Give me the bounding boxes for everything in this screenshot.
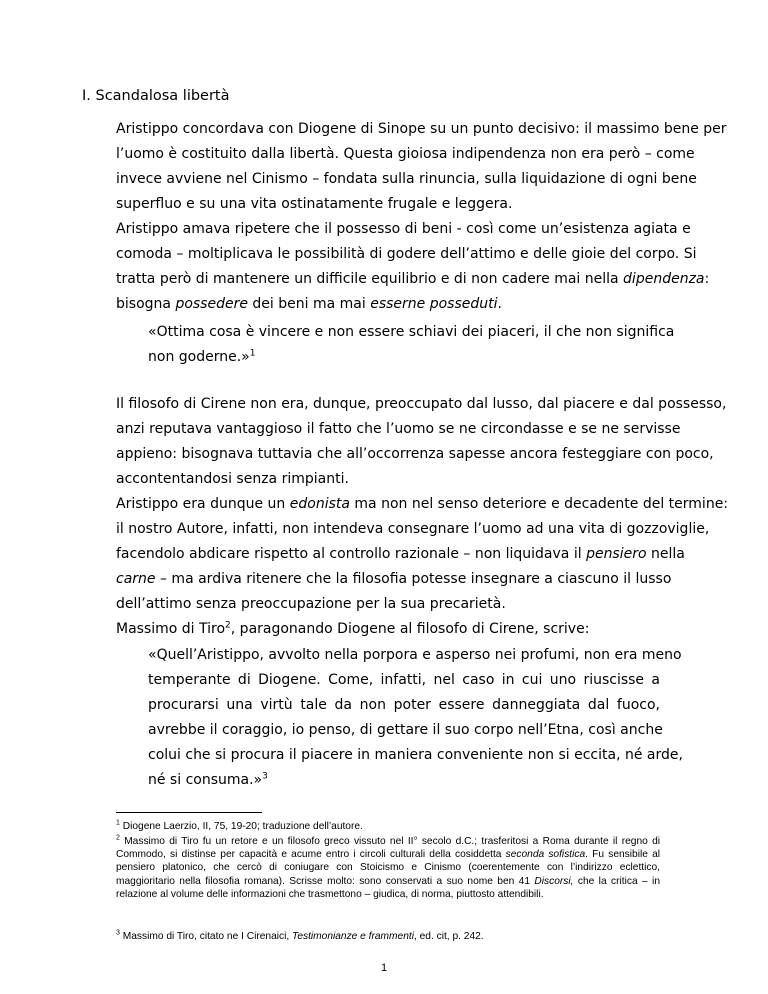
section-heading: I. Scandalosa libertà [82, 88, 230, 104]
text-line: né si consuma.»$^3$ [148, 771, 268, 788]
text-line: invece avviene nel Cinismo – fondata sulla rinuncia, sulla liquidazione di ogni bene [116, 171, 697, 187]
text-line: procurarsi una virtù tale da non poter essere danneggiata dal fuoco, [148, 697, 660, 713]
text-line: temperante di Diogene. Come, infatti, nel caso in cui uno riuscisse a [148, 672, 660, 688]
text-line: facendolo abdicare rispetto al controllo razionale – non liquidava il pensiero nella [116, 546, 685, 562]
text-line: appieno: bisognava tuttavia che all’occorrenza sapesse ancora festeggiare con poco, [116, 446, 714, 462]
text-line: accontentandosi senza rimpianti. [116, 471, 349, 487]
block-quote-2 [148, 643, 683, 793]
text-line: il nostro Autore, infatti, non intendeva consegnare l’uomo ad una vita di gozzoviglie, [116, 521, 710, 537]
text-line: avrebbe il coraggio, io penso, di gettare il suo corpo nell’Etna, così anche [148, 722, 663, 738]
text-line: Aristippo concordava con Diogene di Sinope su un punto decisivo: il massimo bene per [116, 121, 727, 137]
footnote-2: $^2$ Massimo di Tiro fu un retore e un filosofo greco vissuto nel II° secolo d.C.; trasferitosi a Roma durante il regno di Commodo, si distinse per capacità e acume entro i circoli culturali della cosiddetta seconda sofistica. Fu sensibile al pensiero platonico, che cercò di coniugare con Stoicismo e Cinismo (coerentemente con l’indirizzo eclettico, maggioritario nella filosofia romana). Scrisse molto: sono conservati a suo nome ben 41 Discorsi, che la critica – in relazione al volume delle informazioni che trasmettono – giudica, di norma, piuttosto attendibili. [116, 834, 661, 900]
footnote-ref[interactable]: 3 [262, 771, 268, 782]
paragraph-4 [116, 492, 729, 642]
paragraph-1 [116, 117, 727, 217]
footnote-3: $^3$ Massimo di Tiro, citato ne I Cirenaici, Testimonianze e frammenti, ed. cit, p. 242. [116, 929, 484, 942]
text-line: Aristippo era dunque un edonista ma non nel senso deteriore e decadente del termine: [116, 496, 729, 512]
text-line: dell’attimo senza preoccupazione per la sua precarietà. [116, 596, 506, 612]
text-line: colui che si procura il piacere in maniera conveniente non si eccita, né arde, [148, 747, 683, 763]
text-line: comoda – moltiplicava le possibilità di godere dell’attimo e delle gioie del corpo. Si [116, 246, 697, 262]
italic-term: esserne posseduti [370, 296, 498, 312]
text-line: Il filosofo di Cirene non era, dunque, preoccupato dal lusso, dal piacere e dal possesso, [116, 396, 727, 412]
text-line: bisogna possedere dei beni ma mai esserne posseduti. [116, 296, 502, 312]
text-line: Massimo di Tiro$^2$, paragonando Diogene al filosofo di Cirene, scrive: [116, 620, 590, 637]
footnote-divider [116, 812, 262, 813]
text-line: non goderne.»$^1$ [148, 348, 256, 365]
text-line: anzi reputava vantaggioso il fatto che l’uomo se ne circondasse e se ne servisse [116, 421, 681, 437]
text-line: tratta però di mantenere un difficile equilibrio e di non cadere mai nella dipendenza: [116, 271, 710, 287]
text-line: carne – ma ardiva ritenere che la filosofia potesse insegnare a ciascuno il lusso [116, 571, 672, 587]
page-number: 1 [380, 962, 388, 974]
footnote-ref[interactable]: 1 [249, 348, 256, 359]
footnote-1: $^1$ Diogene Laerzio, II, 75, 19-20; traduzione dell’autore. [116, 819, 363, 832]
italic-term: carne [116, 571, 156, 587]
text-line: l’uomo è costituito dalla libertà. Questa gioiosa indipendenza non era però – come [116, 146, 695, 162]
paragraph-3 [116, 392, 727, 492]
italic-term: dipendenza [623, 271, 705, 287]
block-quote-1 [148, 320, 675, 370]
paragraph-2 [116, 217, 710, 317]
text-line: superfluo e su una vita ostinatamente frugale e leggera. [116, 196, 513, 212]
italic-term: pensiero [586, 546, 647, 562]
text-line: «Ottima cosa è vincere e non essere schiavi dei piaceri, il che non significa [148, 324, 675, 340]
text-line: Aristippo amava ripetere che il possesso di beni - così come un’esistenza agiata e [116, 221, 691, 237]
text-line: «Quell’Aristippo, avvolto nella porpora e asperso nei profumi, non era meno [148, 647, 682, 663]
footnote-ref[interactable]: 2 [225, 620, 231, 631]
italic-term: edonista [289, 496, 350, 512]
italic-term: possedere [175, 296, 248, 312]
